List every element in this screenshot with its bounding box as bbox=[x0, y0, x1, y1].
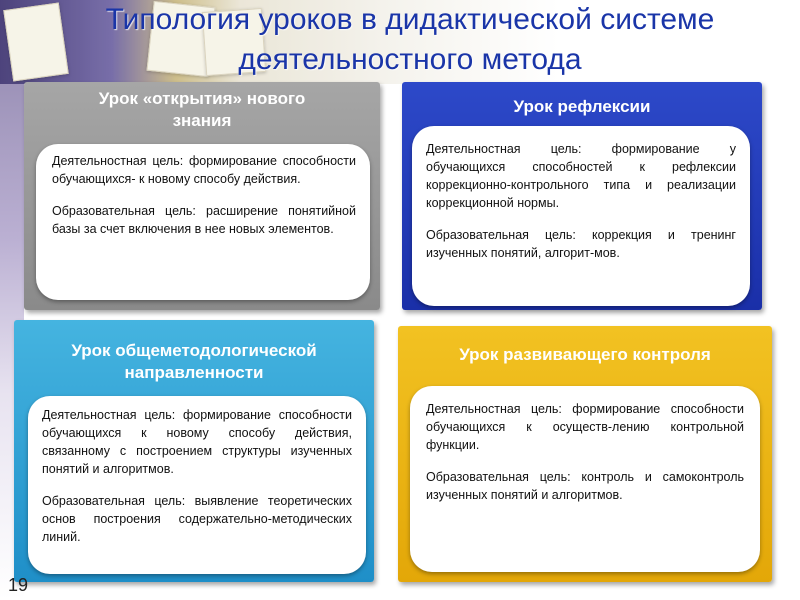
card-body bbox=[28, 396, 366, 574]
card-header: Урок «открытия» нового знания bbox=[98, 89, 306, 130]
activity-goal-text: Деятельностная цель: формирование у обучающихся способностей к рефлексии коррекционно-контрольного типа и реализации коррекционной нормы. bbox=[426, 142, 736, 210]
lesson-card-general-methodology bbox=[14, 320, 374, 582]
lesson-card-reflection bbox=[402, 82, 762, 310]
slide-title: Типология уроков в дидактической системе деятельностного метода bbox=[105, 3, 715, 76]
page-number: 19 bbox=[8, 575, 29, 595]
lesson-card-developmental-control bbox=[398, 326, 772, 582]
activity-goal-text: Деятельностная цель: формирование способности обучающихся к новому способу действия, связанному с построением структуры изученных понятий и алгоритмов. bbox=[42, 408, 352, 476]
education-goal-text: Образовательная цель: коррекция и тренинг изученных понятий, алгорит-мов. bbox=[426, 228, 736, 260]
education-goal-text: Образовательная цель: контроль и самоконтроль изученных понятий и алгоритмов. bbox=[426, 470, 744, 502]
card-header: Урок развивающего контроля bbox=[459, 345, 711, 364]
activity-goal-text: Деятельностная цель: формирование способности обучающихся к осуществ-лению контрольной функции. bbox=[426, 402, 744, 452]
education-goal-text: Образовательная цель: расширение понятийной базы за счет включения в нее новых элементов. bbox=[52, 204, 356, 236]
card-body bbox=[36, 144, 370, 300]
activity-goal-text: Деятельностная цель: формирование способности обучающихся- к новому способу действия. bbox=[52, 154, 356, 186]
card-header: Урок рефлексии bbox=[513, 97, 651, 116]
card-body bbox=[412, 126, 750, 306]
card-header: Урок общеметодологической направленности bbox=[71, 341, 317, 382]
lesson-card-discovery bbox=[24, 82, 380, 310]
education-goal-text: Образовательная цель: выявление теоретических основ построения содержательно-методических линий. bbox=[42, 494, 352, 544]
card-body bbox=[410, 386, 760, 572]
